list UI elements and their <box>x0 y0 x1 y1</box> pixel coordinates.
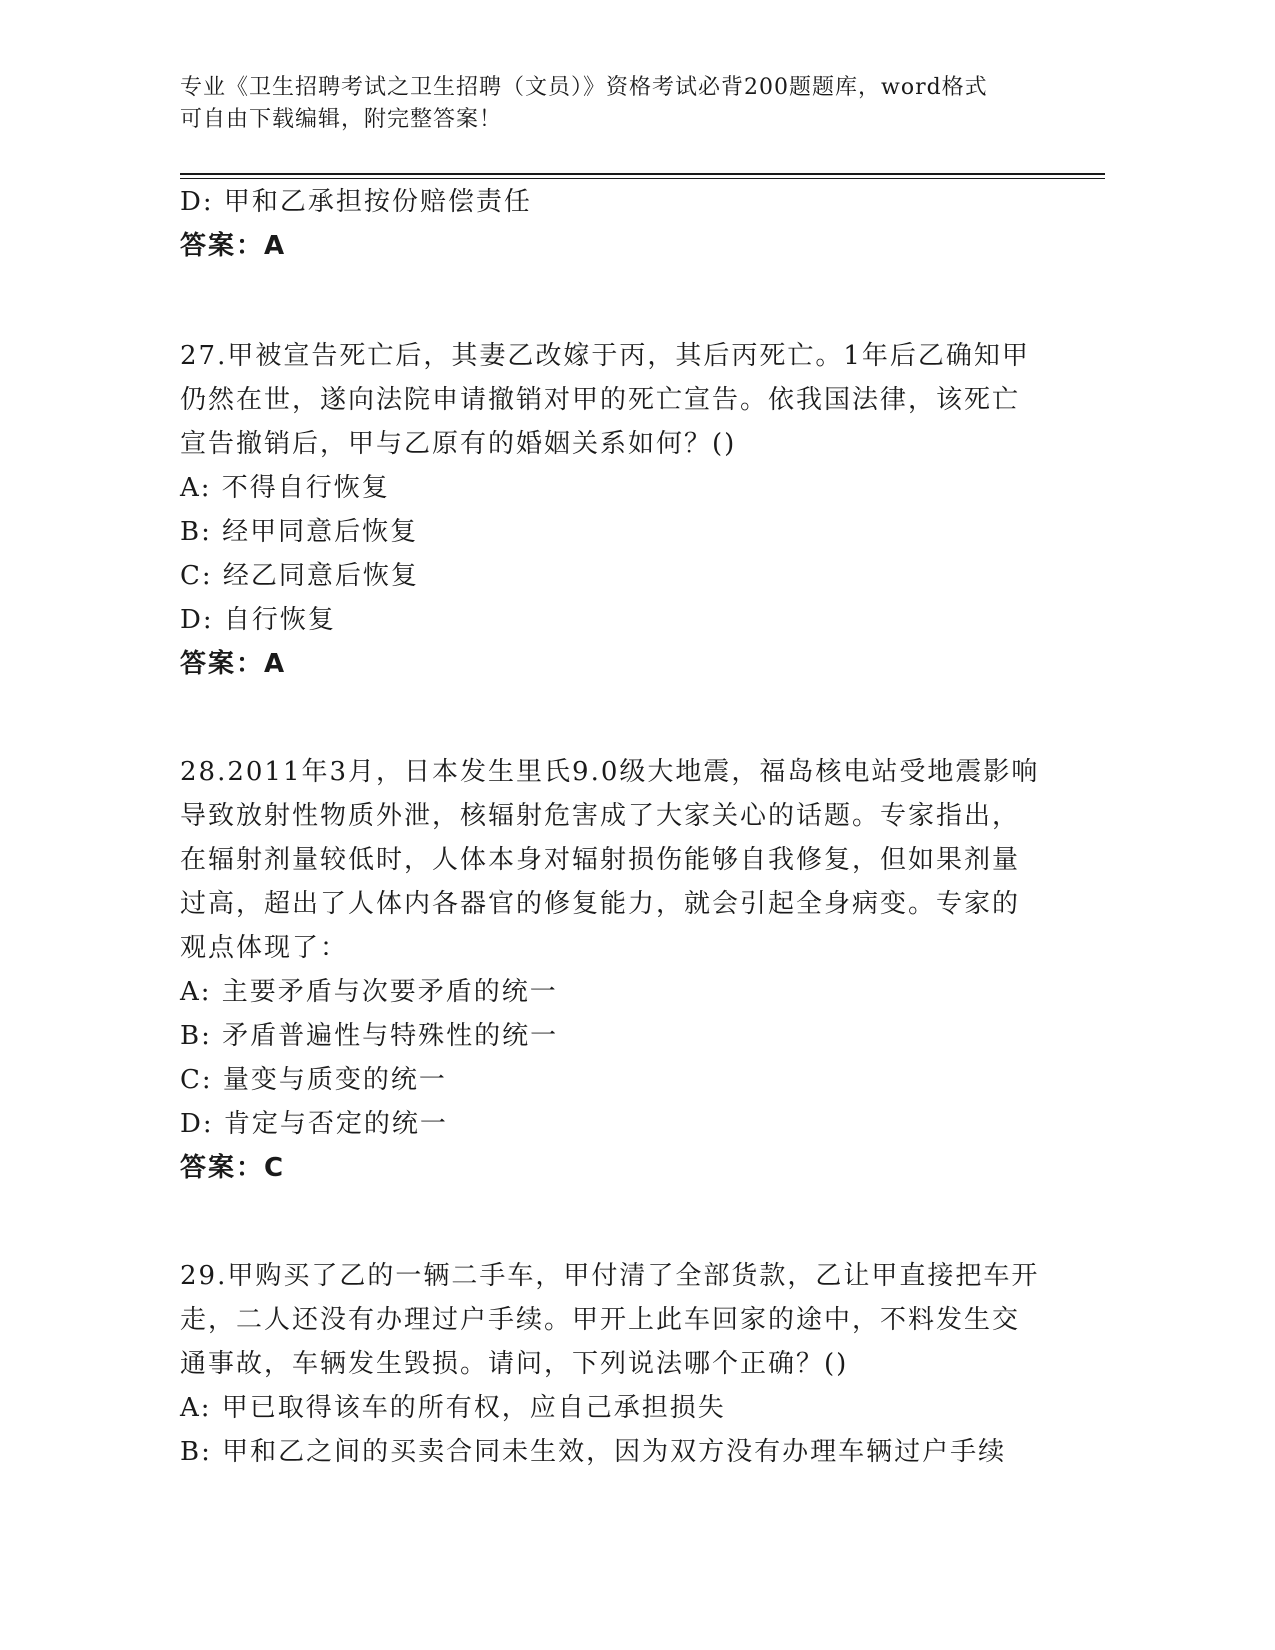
header-title-line-1: 专业《卫生招聘考试之卫生招聘（文员）》资格考试必背200题题库，word格式 <box>180 75 988 100</box>
question-text-line: 过高，超出了人体内各器官的修复能力，就会引起全身病变。专家的 <box>180 889 1021 919</box>
option-d: D: 肯定与否定的统一 <box>180 1109 448 1139</box>
answer-line: 答案：A <box>180 649 287 679</box>
answer-line: 答案：C <box>180 1153 286 1183</box>
option-a: A: 主要矛盾与次要矛盾的统一 <box>180 977 558 1007</box>
option-d: D: 甲和乙承担按份赔偿责任 <box>180 187 532 217</box>
question-text-line: 28.2011年3月，日本发生里氏9.0级大地震，福岛核电站受地震影响 <box>180 757 1040 787</box>
question-list <box>180 180 1060 1474</box>
question-27 <box>180 334 1060 686</box>
option-d: D: 自行恢复 <box>180 605 336 635</box>
option-a: A: 甲已取得该车的所有权，应自己承担损失 <box>180 1393 726 1423</box>
question-28 <box>180 750 1060 1190</box>
question-text-line: 27.甲被宣告死亡后，其妻乙改嫁于丙，其后丙死亡。1年后乙确知甲 <box>180 341 1030 371</box>
question-text-line: 宣告撤销后，甲与乙原有的婚姻关系如何？() <box>180 429 737 459</box>
question-text-line: 通事故，车辆发生毁损。请问，下列说法哪个正确？() <box>180 1349 849 1379</box>
option-c: C: 量变与质变的统一 <box>180 1065 447 1095</box>
page-header <box>180 72 1040 136</box>
question-text-line: 仍然在世，遂向法院申请撤销对甲的死亡宣告。依我国法律，该死亡 <box>180 385 1021 415</box>
option-b: B: 矛盾普遍性与特殊性的统一 <box>180 1021 559 1051</box>
option-b: B: 经甲同意后恢复 <box>180 517 419 547</box>
question-text-line: 导致放射性物质外泄，核辐射危害成了大家关心的话题。专家指出， <box>180 801 1021 831</box>
answer-line: 答案：A <box>180 231 287 261</box>
question-text-line: 在辐射剂量较低时，人体本身对辐射损伤能够自我修复，但如果剂量 <box>180 845 1021 875</box>
header-title-line-2: 可自由下载编辑，附完整答案！ <box>180 107 503 132</box>
header-divider-thin <box>180 178 1105 179</box>
option-c: C: 经乙同意后恢复 <box>180 561 419 591</box>
question-text-line: 走，二人还没有办理过户手续。甲开上此车回家的途中，不料发生交 <box>180 1305 1021 1335</box>
option-b: B: 甲和乙之间的买卖合同未生效，因为双方没有办理车辆过户手续 <box>180 1437 1007 1467</box>
question-text-line: 观点体现了： <box>180 933 349 963</box>
option-a: A: 不得自行恢复 <box>180 473 390 503</box>
question-26-tail <box>180 180 1060 268</box>
question-29 <box>180 1254 1060 1474</box>
question-text-line: 29.甲购买了乙的一辆二手车，甲付清了全部货款，乙让甲直接把车开 <box>180 1261 1040 1291</box>
header-divider <box>180 173 1105 175</box>
